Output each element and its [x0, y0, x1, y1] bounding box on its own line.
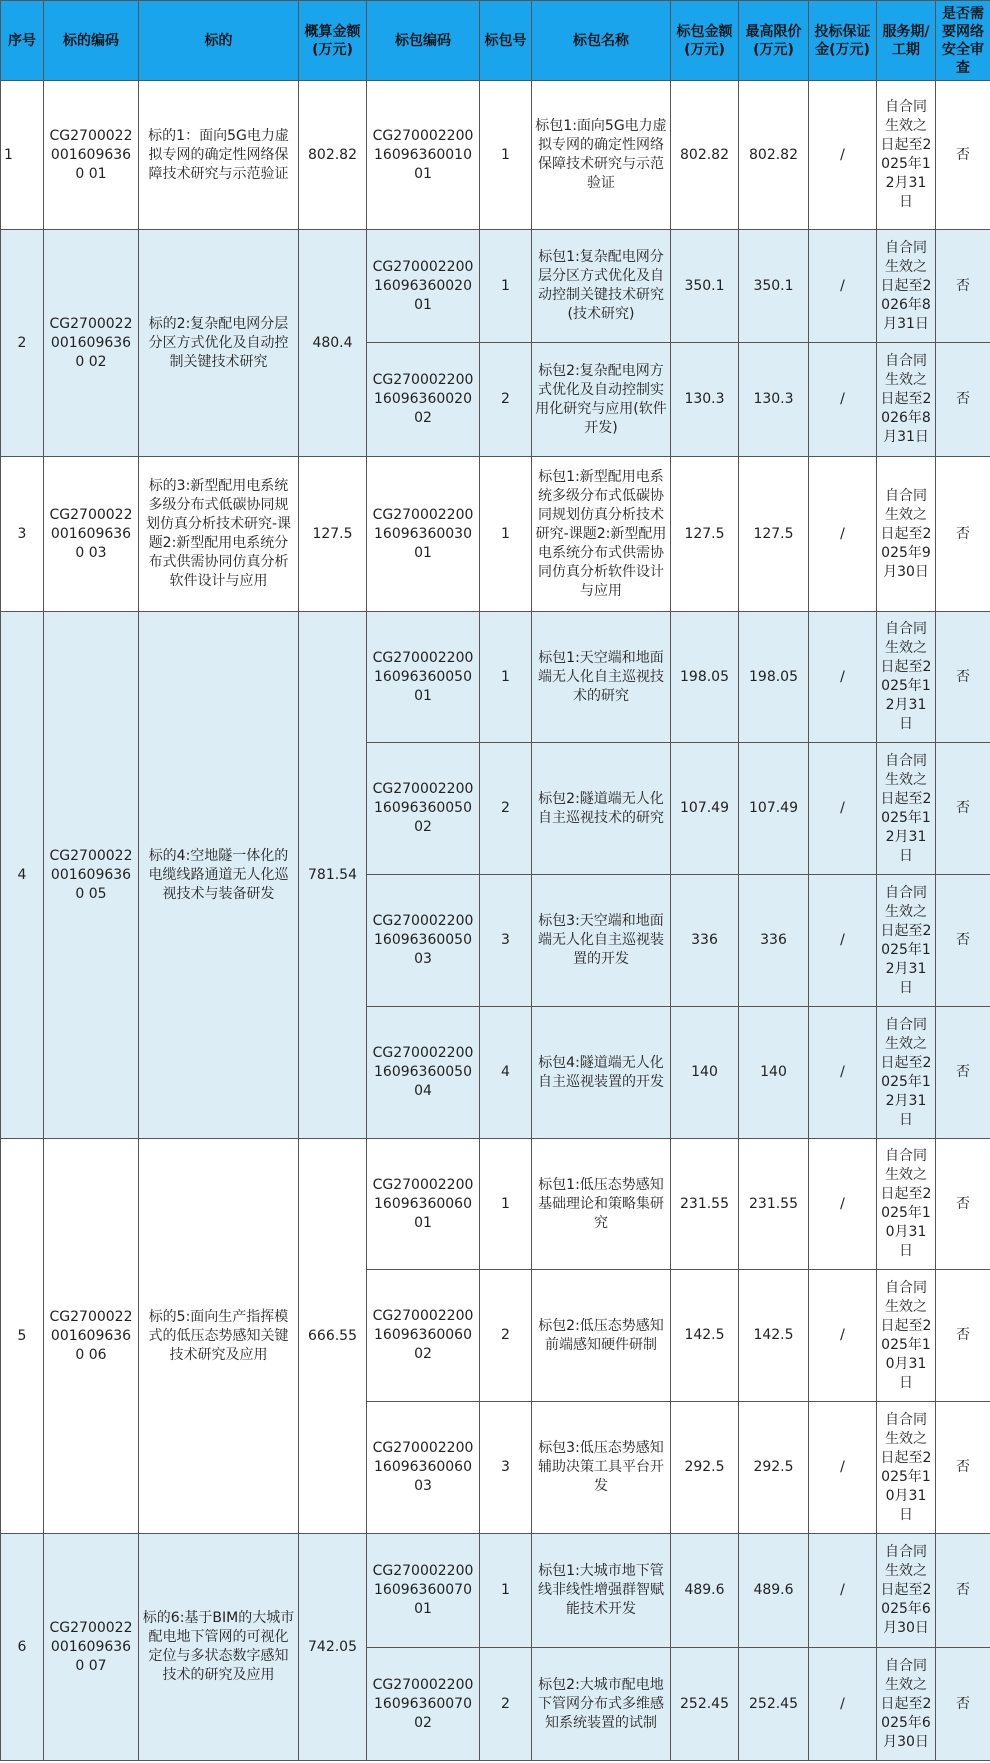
package-no: 2 — [480, 1648, 532, 1761]
package-amount: 198.05 — [671, 612, 739, 743]
package-max-price: 142.5 — [739, 1270, 809, 1402]
package-max-price: 198.05 — [739, 612, 809, 743]
package-amount: 489.6 — [671, 1534, 739, 1648]
package-deposit: / — [809, 1402, 877, 1534]
header-period: 服务期/工期 — [877, 1, 936, 81]
package-code: CG2700022001609636005002 — [367, 743, 480, 875]
package-period: 自合同生效之日起至2025年9月30日 — [877, 457, 936, 612]
package-deposit: / — [809, 230, 877, 343]
package-code: CG2700022001609636003001 — [367, 457, 480, 612]
package-no: 3 — [480, 875, 532, 1007]
package-period: 自合同生效之日起至2025年12月31日 — [877, 743, 936, 875]
package-deposit: / — [809, 612, 877, 743]
package-name: 标包2:大城市配电地下管网分布式多维感知系统装置的试制 — [532, 1648, 671, 1761]
lot-seq: 4 — [1, 612, 44, 1139]
package-amount: 127.5 — [671, 457, 739, 612]
package-period: 自合同生效之日起至2025年12月31日 — [877, 1007, 936, 1139]
package-max-price: 336 — [739, 875, 809, 1007]
package-period: 自合同生效之日起至2025年10月31日 — [877, 1270, 936, 1402]
lot-code: CG27000220016096360 02 — [44, 230, 139, 457]
header-lot: 标的 — [139, 1, 299, 81]
package-deposit: / — [809, 1648, 877, 1761]
lot-seq: 5 — [1, 1139, 44, 1534]
package-amount: 252.45 — [671, 1648, 739, 1761]
header-deposit: 投标保证金(万元) — [809, 1, 877, 81]
package-security-review: 否 — [936, 1402, 990, 1534]
package-no: 2 — [480, 343, 532, 457]
lot-budget: 480.4 — [299, 230, 367, 457]
header-row — [1, 1, 990, 81]
package-max-price: 107.49 — [739, 743, 809, 875]
package-name: 标包3:低压态势感知辅助决策工具平台开发 — [532, 1402, 671, 1534]
table-row — [1, 1534, 990, 1648]
table-row — [1, 457, 990, 612]
lot-budget: 781.54 — [299, 612, 367, 1139]
package-security-review: 否 — [936, 230, 990, 343]
package-max-price: 130.3 — [739, 343, 809, 457]
header-lot-code: 标的编码 — [44, 1, 139, 81]
package-no: 1 — [480, 612, 532, 743]
package-security-review: 否 — [936, 81, 990, 230]
package-max-price: 231.55 — [739, 1139, 809, 1270]
package-deposit: / — [809, 343, 877, 457]
package-name: 标包1:新型配用电系统多级分布式低碳协同规划仿真分析技术研究-课题2:新型配用电系统分布式供需协同仿真分析软件设计与应用 — [532, 457, 671, 612]
package-security-review: 否 — [936, 1270, 990, 1402]
package-deposit: / — [809, 457, 877, 612]
package-amount: 231.55 — [671, 1139, 739, 1270]
package-period: 自合同生效之日起至2025年6月30日 — [877, 1648, 936, 1761]
lot-name: 标的2:复杂配电网分层分区方式优化及自动控制关键技术研究 — [139, 230, 299, 457]
package-name: 标包1:大城市地下管线非线性增强群智赋能技术开发 — [532, 1534, 671, 1648]
package-max-price: 140 — [739, 1007, 809, 1139]
lot-seq: 2 — [1, 230, 44, 457]
package-period: 自合同生效之日起至2025年12月31日 — [877, 612, 936, 743]
package-code: CG2700022001609636002001 — [367, 230, 480, 343]
header-package-amount: 标包金额(万元) — [671, 1, 739, 81]
package-security-review: 否 — [936, 743, 990, 875]
header-package-name: 标包名称 — [532, 1, 671, 81]
package-security-review: 否 — [936, 1007, 990, 1139]
package-deposit: / — [809, 1139, 877, 1270]
lot-name: 标的6:基于BIM的大城市配电地下管网的可视化定位与多状态数字感知技术的研究及应用 — [139, 1534, 299, 1761]
package-amount: 142.5 — [671, 1270, 739, 1402]
package-amount: 130.3 — [671, 343, 739, 457]
package-code: CG2700022001609636006003 — [367, 1402, 480, 1534]
package-period: 自合同生效之日起至2025年10月31日 — [877, 1139, 936, 1270]
package-security-review: 否 — [936, 343, 990, 457]
lot-name: 标的1：面向5G电力虚拟专网的确定性网络保障技术研究与示范验证 — [139, 81, 299, 230]
lot-seq: 1 — [1, 81, 44, 230]
package-name: 标包2:隧道端无人化自主巡视技术的研究 — [532, 743, 671, 875]
lot-name: 标的3:新型配用电系统多级分布式低碳协同规划仿真分析技术研究-课题2:新型配用电系统分布式供需协同仿真分析软件设计与应用 — [139, 457, 299, 612]
package-security-review: 否 — [936, 875, 990, 1007]
lot-code: CG27000220016096360 05 — [44, 612, 139, 1139]
package-no: 2 — [480, 1270, 532, 1402]
table-row — [1, 612, 990, 743]
package-no: 1 — [480, 1534, 532, 1648]
package-name: 标包1:天空端和地面端无人化自主巡视技术的研究 — [532, 612, 671, 743]
package-max-price: 802.82 — [739, 81, 809, 230]
package-security-review: 否 — [936, 1139, 990, 1270]
package-name: 标包2:复杂配电网方式优化及自动控制实用化研究与应用(软件开发) — [532, 343, 671, 457]
package-period: 自合同生效之日起至2026年8月31日 — [877, 230, 936, 343]
table-row — [1, 81, 990, 230]
header-security-review: 是否需要网络安全审查 — [936, 1, 990, 81]
header-budget: 概算金额(万元) — [299, 1, 367, 81]
package-amount: 107.49 — [671, 743, 739, 875]
package-no: 1 — [480, 1139, 532, 1270]
lot-code: CG27000220016096360 07 — [44, 1534, 139, 1761]
lot-budget: 127.5 — [299, 457, 367, 612]
package-code: CG2700022001609636001001 — [367, 81, 480, 230]
lot-seq: 6 — [1, 1534, 44, 1761]
package-deposit: / — [809, 1007, 877, 1139]
package-amount: 140 — [671, 1007, 739, 1139]
package-max-price: 292.5 — [739, 1402, 809, 1534]
header-seq: 序号 — [1, 1, 44, 81]
package-code: CG2700022001609636006002 — [367, 1270, 480, 1402]
package-amount: 336 — [671, 875, 739, 1007]
header-package-code: 标包编码 — [367, 1, 480, 81]
package-no: 2 — [480, 743, 532, 875]
package-security-review: 否 — [936, 457, 990, 612]
lot-seq: 3 — [1, 457, 44, 612]
package-deposit: / — [809, 875, 877, 1007]
package-deposit: / — [809, 1270, 877, 1402]
package-amount: 350.1 — [671, 230, 739, 343]
package-no: 1 — [480, 81, 532, 230]
package-name: 标包1:面向5G电力虚拟专网的确定性网络保障技术研究与示范验证 — [532, 81, 671, 230]
package-code: CG2700022001609636007001 — [367, 1534, 480, 1648]
package-period: 自合同生效之日起至2025年10月31日 — [877, 1402, 936, 1534]
package-period: 自合同生效之日起至2026年8月31日 — [877, 343, 936, 457]
package-deposit: / — [809, 81, 877, 230]
package-period: 自合同生效之日起至2025年12月31日 — [877, 81, 936, 230]
table-row — [1, 1139, 990, 1270]
package-name: 标包4:隧道端无人化自主巡视装置的开发 — [532, 1007, 671, 1139]
package-code: CG2700022001609636006001 — [367, 1139, 480, 1270]
lot-budget: 802.82 — [299, 81, 367, 230]
package-deposit: / — [809, 743, 877, 875]
package-name: 标包2:低压态势感知前端感知硬件研制 — [532, 1270, 671, 1402]
package-deposit: / — [809, 1534, 877, 1648]
package-amount: 292.5 — [671, 1402, 739, 1534]
package-security-review: 否 — [936, 612, 990, 743]
lot-budget: 666.55 — [299, 1139, 367, 1534]
package-max-price: 127.5 — [739, 457, 809, 612]
lot-name: 标的4:空地隧一体化的电缆线路通道无人化巡视技术与装备研发 — [139, 612, 299, 1139]
package-max-price: 350.1 — [739, 230, 809, 343]
package-name: 标包3:天空端和地面端无人化自主巡视装置的开发 — [532, 875, 671, 1007]
package-name: 标包1:复杂配电网分层分区方式优化及自动控制关键技术研究(技术研究) — [532, 230, 671, 343]
lot-name: 标的5:面向生产指挥模式的低压态势感知关键技术研究及应用 — [139, 1139, 299, 1534]
package-period: 自合同生效之日起至2025年12月31日 — [877, 875, 936, 1007]
package-security-review: 否 — [936, 1534, 990, 1648]
package-no: 4 — [480, 1007, 532, 1139]
package-code: CG2700022001609636007002 — [367, 1648, 480, 1761]
package-period: 自合同生效之日起至2025年6月30日 — [877, 1534, 936, 1648]
package-amount: 802.82 — [671, 81, 739, 230]
table-row — [1, 230, 990, 343]
package-code: CG2700022001609636005001 — [367, 612, 480, 743]
package-max-price: 489.6 — [739, 1534, 809, 1648]
package-no: 1 — [480, 230, 532, 343]
lot-code: CG27000220016096360 01 — [44, 81, 139, 230]
package-no: 3 — [480, 1402, 532, 1534]
lot-code: CG27000220016096360 03 — [44, 457, 139, 612]
package-max-price: 252.45 — [739, 1648, 809, 1761]
header-package-no: 标包号 — [480, 1, 532, 81]
package-security-review: 否 — [936, 1648, 990, 1761]
package-no: 1 — [480, 457, 532, 612]
package-code: CG2700022001609636005004 — [367, 1007, 480, 1139]
table-body — [1, 81, 990, 1761]
lot-code: CG27000220016096360 06 — [44, 1139, 139, 1534]
package-code: CG2700022001609636002002 — [367, 343, 480, 457]
lot-budget: 742.05 — [299, 1534, 367, 1761]
header-max-price: 最高限价(万元) — [739, 1, 809, 81]
package-name: 标包1:低压态势感知基础理论和策略集研究 — [532, 1139, 671, 1270]
package-code: CG2700022001609636005003 — [367, 875, 480, 1007]
